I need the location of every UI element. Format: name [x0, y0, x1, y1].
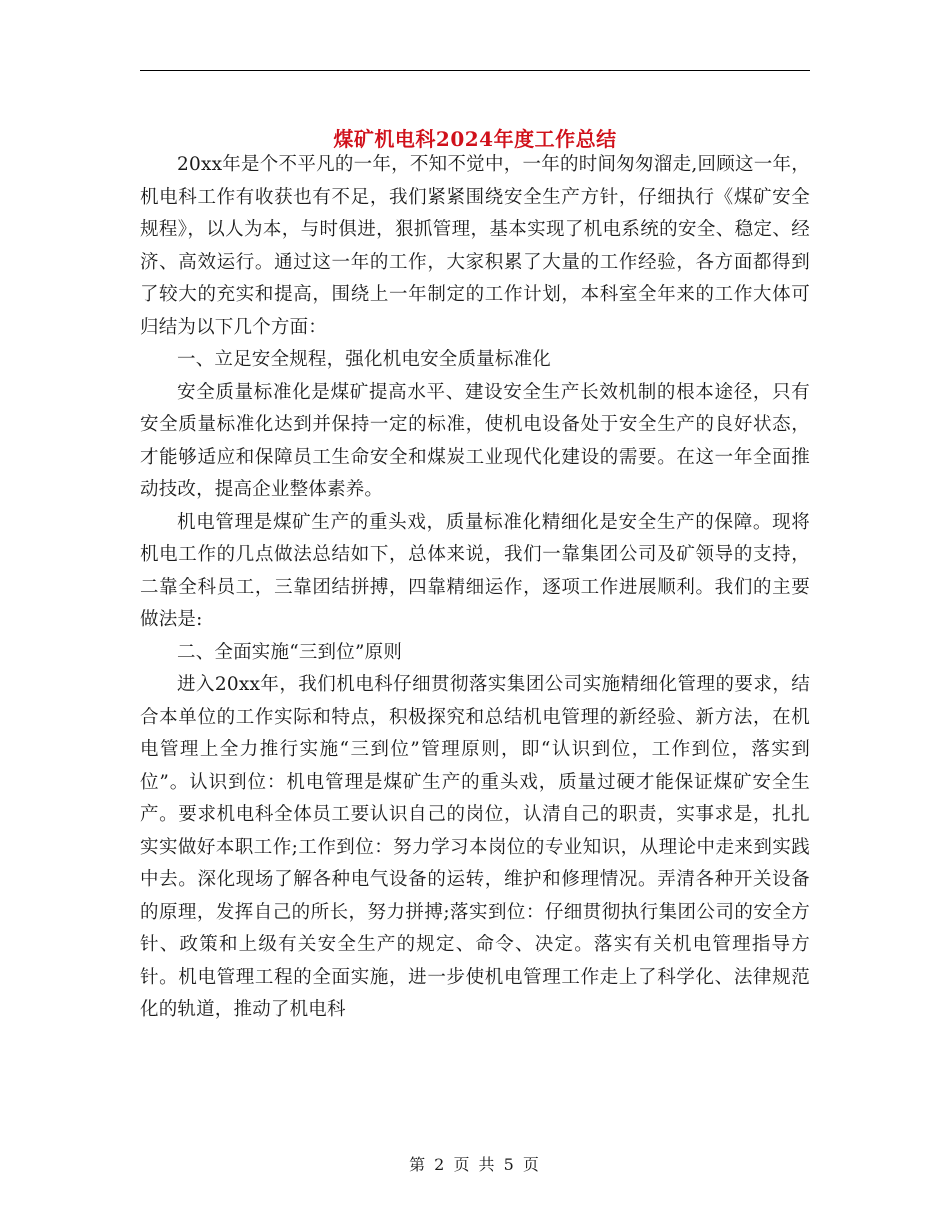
body-paragraph: 机电管理是煤矿生产的重头戏，质量标准化精细化是安全生产的保障。现将机电工作的几点做法总结如下，总体来说，我们一靠集团公司及矿领导的支持，二靠全科员工，三靠团结拼搏，四靠精细运作，逐项工作进展顺利。我们的主要做法是:: [140, 511, 810, 630]
document-title: 煤矿机电科2024年度工作总结: [333, 127, 617, 152]
document-body: [140, 149, 810, 1027]
header-rule: [140, 70, 810, 71]
section-heading-1: 一、立足安全规程，强化机电安全质量标准化: [177, 349, 552, 370]
section-heading-2: 二、全面实施“三到位”原则: [177, 641, 403, 663]
page-number: 第 2 页 共 5 页: [409, 1155, 541, 1174]
body-paragraph: 进入20xx年，我们机电科仔细贯彻落实集团公司实施精细化管理的要求，结合本单位的工作实际和特点，积极探究和总结机电管理的新经验、新方法，在机电管理上全力推行实施“三到位”管理原则，即“认识到位，工作到位，落实到位”。认识到位：机电管理是煤矿生产的重头戏，质量过硬才能保证煤矿安全生产。要求机电科全体员工要认识自己的岗位，认清自己的职责，实事求是，扎扎实实做好本职工作;工作到位：努力学习本岗位的专业知识，从理论中走来到实践中去。深化现场了解各种电气设备的运转，维护和修理情况。弄清各种开关设备的原理，发挥自己的所长，努力拼搏;落实到位：仔细贯彻执行集团公司的安全方针、政策和上级有关安全生产的规定、命令、决定。落实有关机电管理指导方针。机电管理工程的全面实施，进一步使机电管理工作走上了科学化、法律规范化的轨道，推动了机电科: [140, 674, 810, 1020]
intro-paragraph: 20xx年是个不平凡的一年，不知不觉中，一年的时间匆匆溜走,回顾这一年，机电科工作有收获也有不足，我们紧紧围绕安全生产方针，仔细执行《煤矿安全规程》，以人为本，与时俱进，狠抓管理，基本实现了机电系统的安全、稳定、经济、高效运行。通过这一年的工作，大家积累了大量的工作经验，各方面都得到了较大的充实和提高，围绕上一年制定的工作计划，本科室全年来的工作大体可归结为以下几个方面：: [140, 154, 810, 338]
body-paragraph: 安全质量标准化是煤矿提高水平、建设安全生产长效机制的根本途径，只有安全质量标准化达到并保持一定的标准，使机电设备处于安全生产的良好状态，才能够适应和保障员工生命安全和煤炭工业现代化建设的需要。在这一年全面推动技改，提高企业整体素养。: [140, 381, 810, 500]
